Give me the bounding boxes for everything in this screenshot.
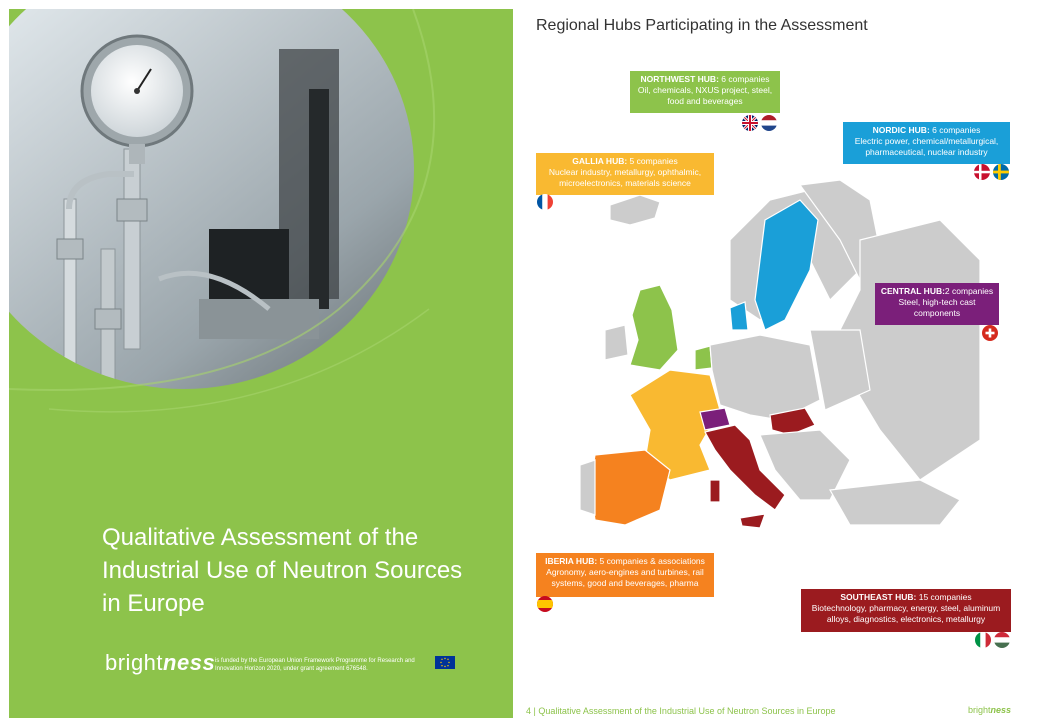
hungary-flag-icon [994, 632, 1010, 648]
page-number: 4 [526, 706, 532, 716]
europe-map [560, 180, 980, 540]
iberia-hub-box: IBERIA HUB: 5 companies & associations Agronomy, aero-engines and turbines, rail systems, good and beverages, pharma [536, 553, 714, 597]
page-footer: 4 | Qualitative Assessment of the Industrial Use of Neutron Sources in Europe [526, 706, 836, 716]
netherlands-flag-icon [761, 115, 777, 131]
spain-flag-icon [537, 596, 553, 612]
brightness-logo-small: brightness [968, 705, 1012, 715]
cover-title-line-2: Industrial Use of Neutron Sources [102, 557, 463, 584]
france-flag-icon [537, 194, 553, 210]
gallia-hub-box: GALLIA HUB: 5 companies Nuclear industry, metallurgy, ophthalmic, microelectronics, materials science [536, 153, 714, 195]
cover-title-line-1: Qualitative Assessment of the [102, 524, 419, 551]
central-hub-box: CENTRAL HUB:2 companies Steel, high-tech cast components [875, 283, 999, 325]
report-cover [9, 9, 513, 718]
cover-title-line-3: in Europe [102, 590, 205, 617]
switzerland-flag-icon [982, 325, 998, 341]
nordic-hub-box: NORDIC HUB: 6 companies Electric power, chemical/metallurgical, pharmaceutical, nuclear industry [843, 122, 1010, 164]
italy-flag-icon [975, 632, 991, 648]
southeast-hub-box: SOUTHEAST HUB: 15 companies Biotechnology, pharmacy, energy, steel, aluminum alloys, diagnostics, electronics, metallurgy [801, 589, 1011, 632]
funding-statement: is funded by the European Union Framework Programme for Research and Innovation Horizon 2020, under grant agreement 676548. [215, 658, 415, 672]
brightness-logo: brightness [105, 650, 216, 675]
northwest-hub-box: NORTHWEST HUB: 6 companies Oil, chemicals, NXUS project, steel, food and beverages [630, 71, 780, 113]
sweden-flag-icon [993, 164, 1009, 180]
cover-title [102, 521, 482, 620]
page-title: Regional Hubs Participating in the Assessment [536, 17, 868, 34]
uk-flag-icon [742, 115, 758, 131]
denmark-flag-icon [974, 164, 990, 180]
footer-title: Qualitative Assessment of the Industrial Use of Neutron Sources in Europe [538, 706, 836, 716]
eu-flag-icon [435, 656, 455, 669]
